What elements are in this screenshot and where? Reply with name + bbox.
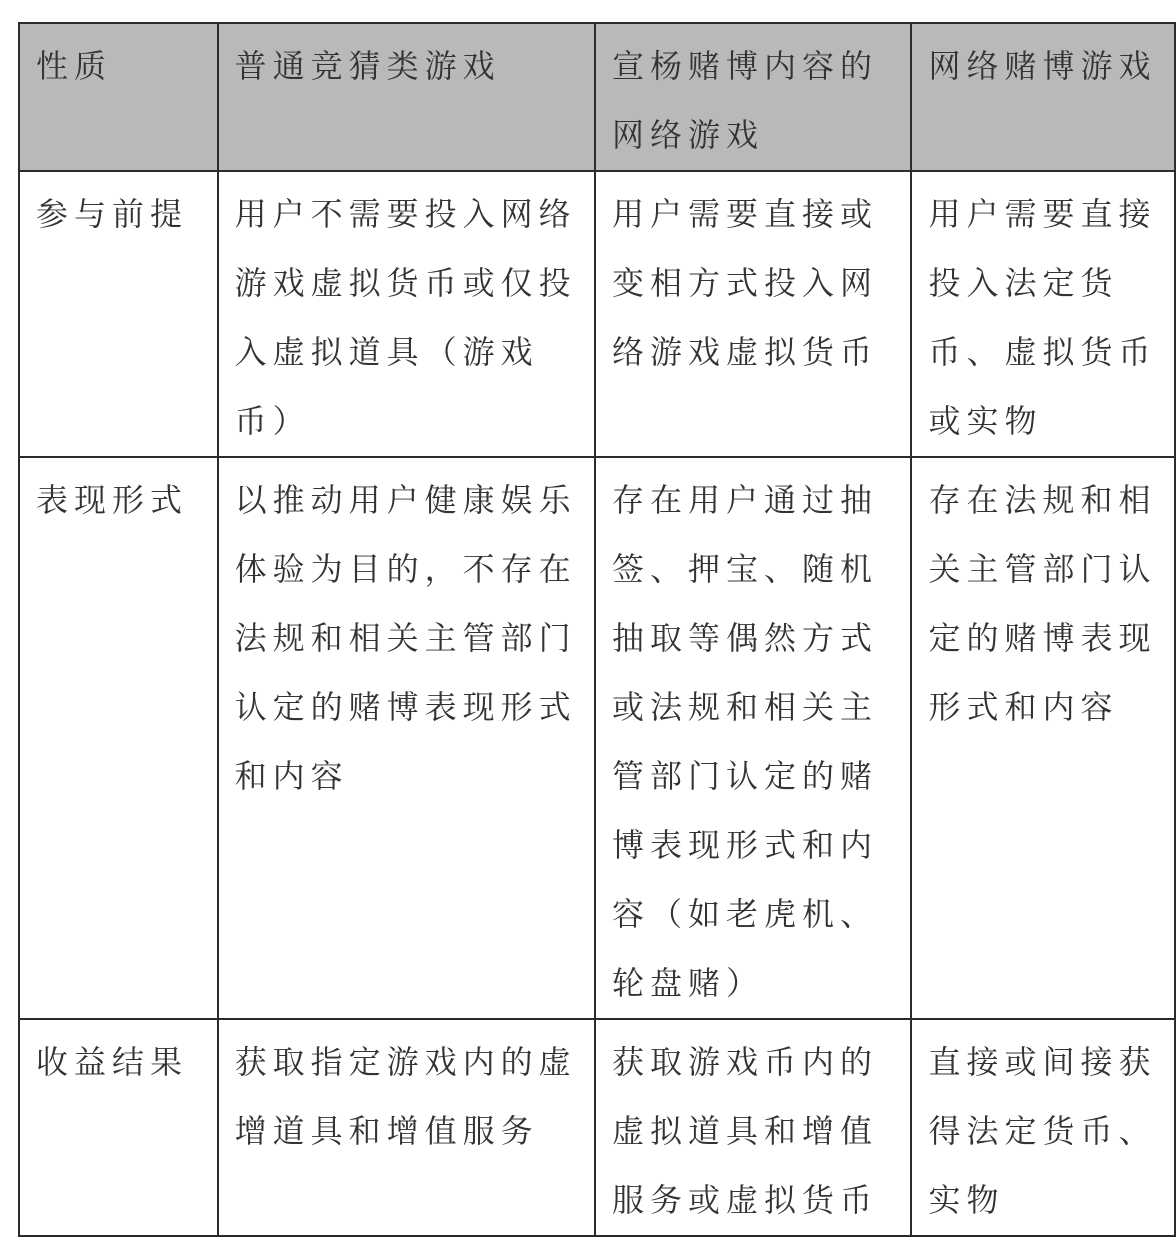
header-cell-online-gambling-game: 网络赌博游戏 <box>911 23 1175 171</box>
table-cell: 直接或间接获得法定货币、实物 <box>911 1019 1175 1236</box>
row-label: 参与前提 <box>19 171 218 457</box>
table-cell: 存在法规和相关主管部门认定的赌博表现形式和内容 <box>911 457 1175 1019</box>
row-label: 表现形式 <box>19 457 218 1019</box>
table-row <box>19 171 1175 457</box>
table-row <box>19 1019 1175 1236</box>
header-cell-gambling-content-game: 宣杨赌博内容的网络游戏 <box>595 23 911 171</box>
table-cell: 获取游戏币内的虚拟道具和增值服务或虚拟货币 <box>595 1019 911 1236</box>
header-cell-nature: 性质 <box>19 23 218 171</box>
header-cell-normal-guessing-game: 普通竞猜类游戏 <box>218 23 595 171</box>
table-cell: 用户需要直接投入法定货币、虚拟货币或实物 <box>911 171 1175 457</box>
table-cell: 以推动用户健康娱乐体验为目的，不存在法规和相关主管部门认定的赌博表现形式和内容 <box>218 457 595 1019</box>
comparison-table <box>18 22 1176 1237</box>
table-cell: 用户不需要投入网络游戏虚拟货币或仅投入虚拟道具（游戏币） <box>218 171 595 457</box>
header-row <box>19 23 1175 171</box>
table-cell: 存在用户通过抽签、押宝、随机抽取等偶然方式或法规和相关主管部门认定的赌博表现形式和内容（如老虎机、轮盘赌） <box>595 457 911 1019</box>
table-cell: 获取指定游戏内的虚增道具和增值服务 <box>218 1019 595 1236</box>
row-label: 收益结果 <box>19 1019 218 1236</box>
table-row <box>19 457 1175 1019</box>
table-cell: 用户需要直接或变相方式投入网络游戏虚拟货币 <box>595 171 911 457</box>
